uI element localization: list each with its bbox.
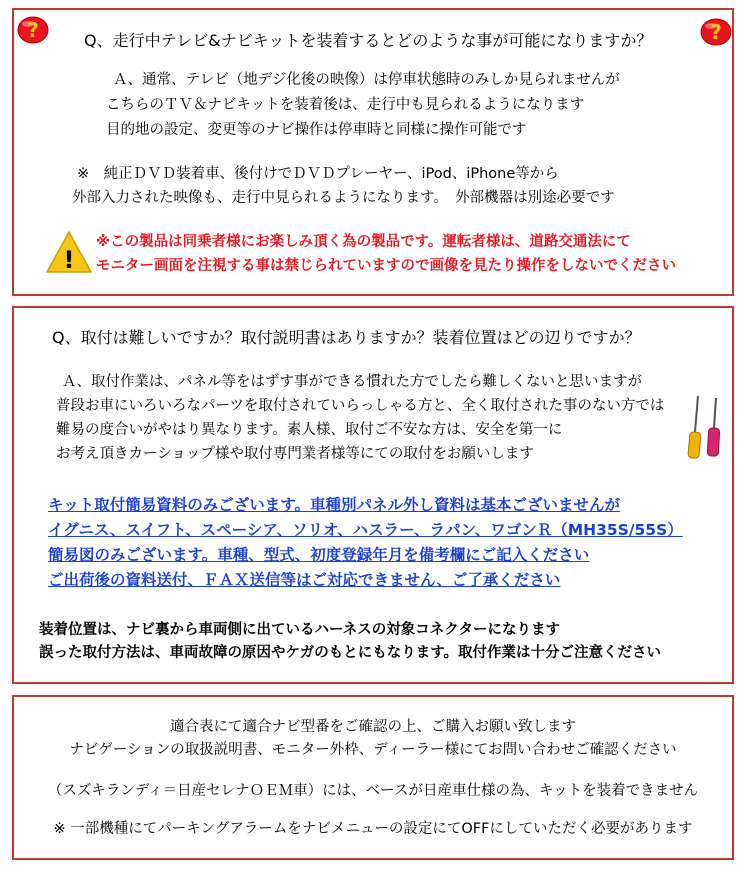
question-2: Q、取付は難しいですか？取付説明書はありますか？装着位置はどの辺りですか？ [52,328,641,347]
question-icon-right-glyph: ? [710,20,722,44]
faq-section-tv-navi [12,8,734,296]
answer-1-line-1: Ａ、通常、テレビ（地デジ化後の映像）は停車状態時のみしか見られませんが [113,72,620,88]
screwdriver-icon [682,394,726,464]
question-icon-left-glyph: ? [27,18,39,42]
answer-2-line-2: 普段お車にいろいろなパーツを取付されていらっしゃる方と、全く取付された事のない方では [56,398,665,414]
warning-icon-glyph: ! [63,246,75,274]
position-line-1: 装着位置は、ナビ裏から車両側に出ているハーネスの対象コネクターになります [39,622,560,638]
answer-2-line-4: お考え頂きカーショップ様や取付専門業者様等にての取付をお願いします [56,446,534,462]
question-icon-right [699,14,733,48]
note-3-line-4: ※ 一部機種にてパーキングアラームをナビメニューの設定にてOFFにしていただく必要があります [53,821,693,837]
warning-line-2: モニター画面を注視する事は禁じられていますので画像を見たり操作をしないでください [96,258,676,274]
question-1: Q、走行中テレビ&ナビキットを装着するとどのような事が可能になりますか？ [84,31,653,50]
note-3-line-3: （スズキランディ＝日産セレナＯＥＭ車）には、ベースが日産車仕様の為、キットを装着できません [47,783,699,799]
note-1-line-1: ※ 純正ＤＶＤ装着車、後付けでＤＶＤプレーヤー、iPod、iPhone等から [77,166,559,182]
info-link-line-1[interactable]: キット取付簡易資料のみございます。車種別パネル外し資料は基本ございませんが [48,496,620,514]
answer-1-line-2: こちらのＴＶ＆ナビキットを装着後は、走行中も見られるようになります [106,97,585,113]
info-link-line-2[interactable]: イグニス、スイフト、スペーシア、ソリオ、ハスラー、ラパン、ワゴンＲ（MH35S/55S） [48,521,683,539]
info-link-line-4[interactable]: ご出荷後の資料送付、ＦＡＸ送信等はご対応できません、ご了承ください [48,571,561,589]
answer-2-line-3: 難易の度合いがやはり異なります。素人様、取付ご不安な方は、安全を第一に [56,422,563,438]
position-line-2: 誤った取付方法は、車両故障の原因やケガのもとにもなります。取付作業は十分ご注意ください [39,645,662,661]
note-1-line-2: 外部入力された映像も、走行中見られるようになります。 外部機器は別途必要です [72,190,615,206]
info-link-line-3[interactable]: 簡易図のみございます。車種、型式、初度登録年月を備考欄にご記入ください [48,546,590,564]
warning-icon [45,230,93,274]
question-icon-left [16,12,50,46]
warning-line-1: ※この製品は同乗者様にお楽しみ頂く為の製品です。運転者様は、道路交通法にて [96,234,631,250]
note-3-line-2: ナビゲーションの取扱説明書、モニター外枠、ディーラー様にてお問い合わせご確認ください [69,742,677,758]
faq-section-installation [12,306,734,684]
notes-section [12,695,734,860]
answer-1-line-3: 目的地の設定、変更等のナビ操作は停車時と同様に操作可能です [106,122,527,138]
answer-2-line-1: Ａ、取付作業は、パネル等をはずす事ができる慣れた方でしたら難しくないと思いますが [62,374,642,390]
note-3-line-1: 適合表にて適合ナビ型番をご確認の上、ご購入お願い致します [170,719,576,735]
